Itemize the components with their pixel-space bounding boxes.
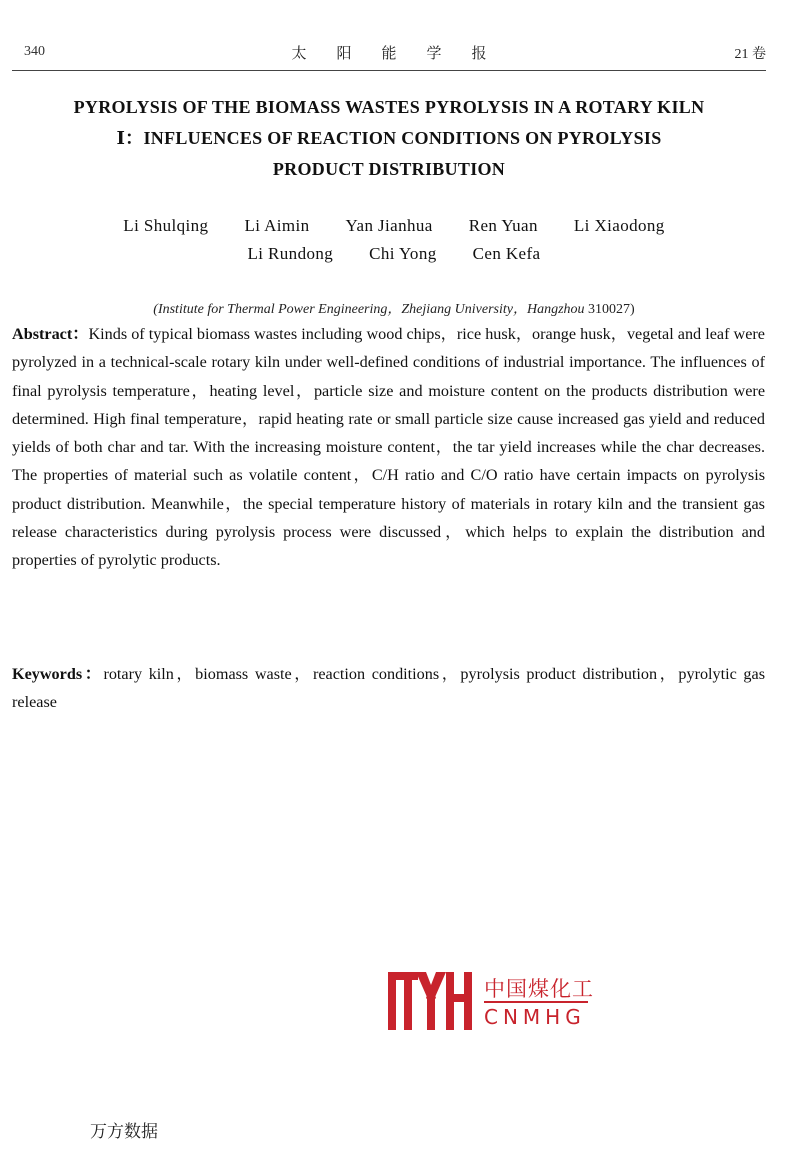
- running-header: [12, 40, 766, 68]
- cnmhg-logo: [386, 970, 596, 1034]
- author: Yan Jianhua: [345, 216, 433, 235]
- volume-number: 21: [734, 47, 749, 62]
- page-number: 340: [24, 44, 45, 59]
- keywords: [12, 660, 765, 717]
- keywords-text: rotary kiln，biomass waste，reaction conditions，pyrolysis product distribution，pyrolytic gas release: [12, 665, 766, 712]
- author: Cen Kefa: [472, 244, 541, 263]
- journal-name: 太阳能学报: [291, 44, 517, 62]
- keywords-label: Keywords：: [12, 665, 104, 683]
- logo-divider: [484, 1001, 588, 1003]
- volume-suffix: 卷: [752, 46, 766, 62]
- title-line-3: PRODUCT DISTRIBUTION: [272, 159, 506, 179]
- abstract-label: Abstract：: [12, 325, 89, 343]
- author-row-2: [0, 240, 788, 268]
- affiliation-postcode: 310027): [588, 302, 635, 317]
- title-line-1: PYROLYSIS OF THE BIOMASS WASTES PYROLYSIS IN A ROTARY KILN: [73, 97, 705, 117]
- author: Ren Yuan: [468, 216, 538, 235]
- author: Li Shulqing: [123, 216, 209, 235]
- author: Chi Yong: [369, 244, 437, 263]
- header-rule: [12, 70, 766, 71]
- affiliation: [0, 298, 788, 318]
- volume-label: [735, 43, 767, 63]
- logo-english-text: CNMHG: [484, 1005, 586, 1029]
- affiliation-text: (Institute for Thermal Power Engineering，Zhejiang University，Hangzhou: [153, 302, 585, 317]
- watermark-text: 万方数据: [90, 1122, 158, 1142]
- author-row-1: [0, 212, 788, 240]
- logo-mark-icon: [386, 970, 474, 1032]
- author: Li Aimin: [244, 216, 310, 235]
- author: Li Rundong: [247, 244, 334, 263]
- paper-title: [10, 92, 768, 185]
- title-line-2: Ⅰ：INFLUENCES OF REACTION CONDITIONS ON PYROLYSIS: [116, 128, 662, 148]
- author: Li Xiaodong: [573, 216, 665, 235]
- abstract-text: Kinds of typical biomass wastes including wood chips，rice husk，orange husk，vegetal and leaf were pyrolyzed in a technical-scale rotary kiln under well-defined conditions of industrial importance. The influences of final pyrolysis temperature，heating level，particle size and moisture content on the products distribution were determined. High final temperature，rapid heating rate or small particle size cause increased gas yield and reduced yields of both char and tar. With the increasing moisture content，the tar yield increases while the char decreases. The properties of material such as volatile content，C/H ratio and C/O ratio have certain impacts on pyrolysis product distribution. Meanwhile，the special temperature history of materials in rotary kiln and the transient gas release characteristics during pyrolysis process were discussed，which helps to explain the distribution and properties of pyrolytic products.: [12, 325, 765, 570]
- logo-chinese-text: 中国煤化工: [484, 977, 594, 1001]
- author-list: [0, 212, 788, 268]
- abstract: [12, 320, 765, 575]
